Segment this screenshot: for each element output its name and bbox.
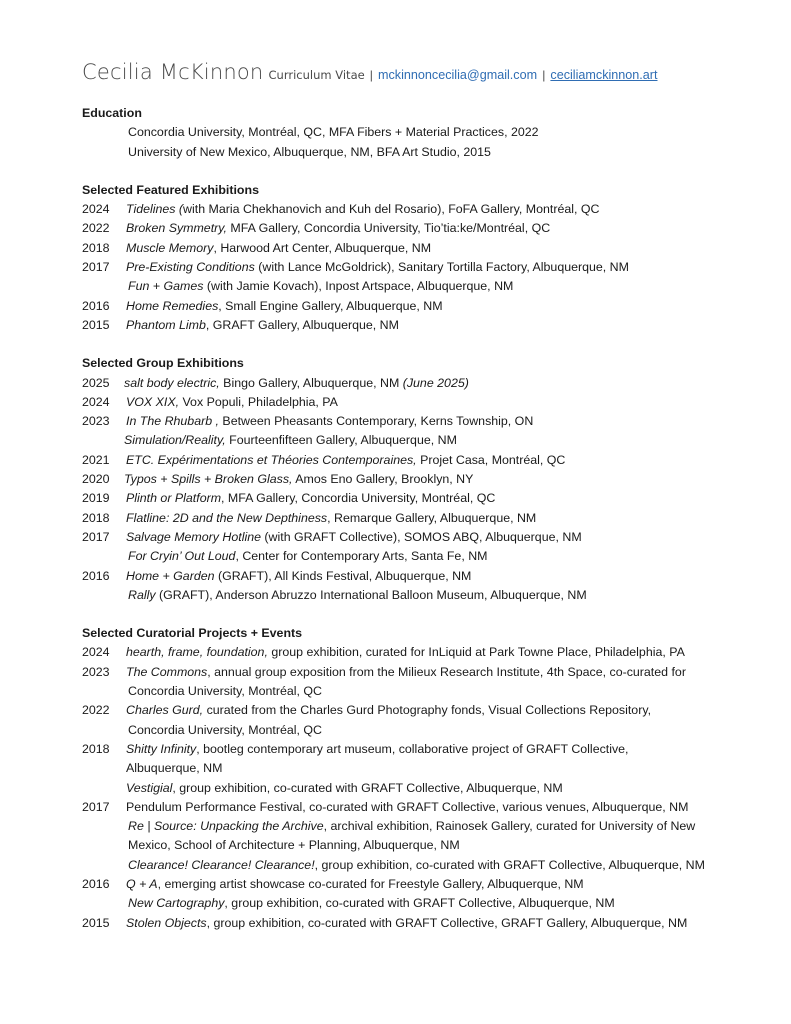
entry-year: 2016	[82, 876, 110, 891]
entry-year	[82, 277, 126, 296]
entry-year	[82, 817, 126, 836]
entry-title: Broken Symmetry,	[126, 221, 227, 236]
entry-year: 2018	[82, 510, 110, 525]
entry-details: Amos Eno Gallery, Brooklyn, NY	[292, 472, 474, 487]
list-item	[82, 451, 762, 470]
list-item	[82, 316, 762, 335]
list-item	[82, 875, 762, 894]
entry-details: , archival exhibition, Rainosek Gallery, curated for University of New	[323, 819, 696, 834]
list-item	[82, 856, 762, 875]
entry-details: , group exhibition, co-curated with GRAFT Collective, Albuquerque, NM	[224, 896, 615, 911]
entry-year: 2022	[82, 703, 110, 718]
group-section	[82, 354, 762, 605]
entry-year: 2024	[82, 645, 110, 660]
entry-year	[82, 894, 126, 913]
list-item	[82, 277, 762, 296]
entry-details: (GRAFT), Anderson Abruzzo International Balloon Museum, Albuquerque, NM	[155, 587, 587, 602]
entry-details: , emerging artist showcase co-curated for Freestyle Gallery, Albuquerque, NM	[157, 876, 584, 891]
entry-title: VOX XIX,	[126, 394, 180, 409]
entry-details: , Harwood Art Center, Albuquerque, NM	[213, 240, 432, 255]
list-item	[82, 470, 762, 489]
entry-year	[82, 431, 126, 450]
entry-title: Plinth or Platform	[126, 491, 222, 506]
entry-details: (with Jamie Kovach), Inpost Artspace, Albuquerque, NM	[203, 279, 514, 294]
list-item	[82, 239, 762, 258]
email-link[interactable]: mckinnoncecilia@gmail.com	[378, 68, 538, 82]
entry-year: 2025	[82, 375, 110, 390]
entry-title: Q + A	[126, 876, 158, 891]
list-item-continuation	[82, 682, 762, 701]
entry-year	[82, 547, 126, 566]
list-item	[82, 567, 762, 586]
entry-title: Shitty Infinity	[126, 741, 197, 756]
entry-details: , bootleg contemporary art museum, collaborative project of GRAFT Collective,	[196, 741, 629, 756]
list-item	[82, 393, 762, 412]
entry-details: Pendulum Performance Festival, co-curated with GRAFT Collective, various venues, Albuquerque, NM	[126, 799, 689, 814]
entry-year: 2018	[82, 240, 110, 255]
entry-title: For Cryin’ Out Loud	[128, 549, 236, 564]
education-section	[82, 104, 762, 162]
featured-section	[82, 181, 762, 335]
entry-title: Clearance! Clearance! Clearance!	[128, 857, 315, 872]
list-item	[82, 914, 762, 933]
entry-continuation: Albuquerque, NM	[126, 761, 223, 776]
list-item-continuation	[82, 721, 762, 740]
entry-details: Between Pheasants Contemporary, Kerns Township, ON	[218, 414, 534, 429]
entry-year: 2024	[82, 202, 110, 217]
entry-details: Fourteenfifteen Gallery, Albuquerque, NM	[225, 433, 457, 448]
list-item	[82, 779, 762, 798]
entry-title: Muscle Memory	[126, 240, 214, 255]
entry-year: 2020	[82, 472, 110, 487]
entry-title: The Commons	[126, 664, 208, 679]
list-item	[82, 219, 762, 238]
entry-title: Re | Source: Unpacking the Archive	[128, 819, 324, 834]
entry-title: salt body electric,	[124, 375, 220, 390]
list-item	[82, 663, 762, 682]
entry-details: Bingo Gallery, Albuquerque, NM	[219, 375, 403, 390]
list-item	[82, 374, 762, 393]
entry-details: group exhibition, curated for InLiquid at Park Towne Place, Philadelphia, PA	[267, 645, 685, 660]
entry-year: 2016	[82, 298, 110, 313]
list-item-continuation	[82, 759, 762, 778]
entry-title: Pre-Existing Conditions	[126, 260, 255, 275]
entry-title: Salvage Memory Hotline	[126, 529, 261, 544]
list-item	[82, 528, 762, 547]
entry-details: , group exhibition, co-curated with GRAFT Collective, Albuquerque, NM	[172, 780, 563, 795]
section-title: Education	[82, 106, 142, 120]
entry-details: , group exhibition, co-curated with GRAFT Collective, GRAFT Gallery, Albuquerque, NM	[206, 915, 688, 930]
list-item	[82, 740, 762, 759]
cv-header	[82, 60, 658, 84]
entry-title: Fun + Games	[128, 279, 204, 294]
entry-note: (June 2025)	[402, 375, 469, 390]
list-item-continuation	[82, 836, 762, 855]
curatorial-section	[82, 624, 762, 933]
entry-details: (with GRAFT Collective), SOMOS ABQ, Albuquerque, NM	[260, 529, 582, 544]
entry-title: Simulation/Reality,	[124, 433, 226, 448]
entry-year	[82, 779, 126, 798]
entry-year: 2016	[82, 568, 110, 583]
entry-title: Typos + Spills + Broken Glass,	[124, 472, 293, 487]
entry-year: 2017	[82, 529, 110, 544]
entry-details: (with Lance McGoldrick), Sanitary Tortilla Factory, Albuquerque, NM	[254, 260, 629, 275]
entry-title: Stolen Objects	[126, 915, 207, 930]
entry-year: 2017	[82, 799, 110, 814]
list-item	[82, 200, 762, 219]
entry-year: 2015	[82, 317, 110, 332]
entry-year: 2015	[82, 915, 110, 930]
entry-details: with Maria Chekhanovich and Kuh del Rosario), FoFA Gallery, Montréal, QC	[183, 202, 600, 217]
entry-title: Tidelines (	[126, 202, 184, 217]
entry-title: Flatline: 2D and the New Depthiness	[126, 510, 328, 525]
entry-title: New Cartography	[128, 896, 225, 911]
entry-title: hearth, frame, foundation,	[126, 645, 268, 660]
section-title: Selected Featured Exhibitions	[82, 182, 259, 197]
cv-name: Cecilia McKinnon	[82, 60, 264, 84]
entry-details: (GRAFT), All Kinds Festival, Albuquerque, NM	[214, 568, 472, 583]
list-item	[82, 586, 762, 605]
entry-title: Rally	[128, 587, 156, 602]
list-item	[82, 643, 762, 662]
entry-details: , Remarque Gallery, Albuquerque, NM	[327, 510, 537, 525]
entry-title: Home + Garden	[126, 568, 215, 583]
education-item: University of New Mexico, Albuquerque, NM, BFA Art Studio, 2015	[128, 144, 491, 159]
entry-title: Charles Gurd,	[126, 703, 204, 718]
entry-details: , MFA Gallery, Concordia University, Montréal, QC	[221, 491, 496, 506]
entry-details: , group exhibition, co-curated with GRAFT Collective, Albuquerque, NM	[314, 857, 705, 872]
entry-year: 2023	[82, 414, 110, 429]
list-item	[82, 509, 762, 528]
entry-year: 2019	[82, 491, 110, 506]
list-item	[82, 297, 762, 316]
entry-year: 2017	[82, 260, 110, 275]
entry-year	[82, 856, 126, 875]
entry-title: Vestigial	[126, 780, 173, 795]
entry-details: Projet Casa, Montréal, QC	[416, 452, 566, 467]
list-item	[82, 431, 762, 450]
list-item	[82, 701, 762, 720]
list-item	[82, 817, 762, 836]
list-item	[82, 798, 762, 817]
entry-year: 2018	[82, 741, 110, 756]
entry-year: 2024	[82, 394, 110, 409]
section-title: Selected Curatorial Projects + Events	[82, 626, 303, 641]
entry-year: 2023	[82, 664, 110, 679]
entry-details: , GRAFT Gallery, Albuquerque, NM	[205, 317, 399, 332]
list-item	[82, 489, 762, 508]
entry-year: 2022	[82, 221, 110, 236]
header-separator: |	[542, 68, 546, 82]
list-item	[82, 894, 762, 913]
list-item	[82, 547, 762, 566]
entry-details: , annual group exposition from the Milieux Research Institute, 4th Space, co-curated for	[207, 664, 686, 679]
entry-details: MFA Gallery, Concordia University, Tio’tia:ke/Montréal, QC	[226, 221, 551, 236]
website-link[interactable]: ceciliamckinnon.art	[550, 68, 658, 82]
entry-continuation: Concordia University, Montréal, QC	[128, 684, 322, 699]
entry-continuation: Mexico, School of Architecture + Planning, Albuquerque, NM	[128, 838, 460, 853]
header-separator: |	[369, 68, 373, 82]
entry-year: 2021	[82, 452, 110, 467]
list-item	[82, 258, 762, 277]
entry-title: Phantom Limb	[126, 317, 206, 332]
entry-details: Vox Populi, Philadelphia, PA	[179, 394, 338, 409]
list-item	[82, 412, 762, 431]
cv-content	[82, 104, 762, 952]
entry-title: In The Rhubarb ,	[126, 414, 219, 429]
entry-continuation: Concordia University, Montréal, QC	[128, 722, 322, 737]
entry-details: curated from the Charles Gurd Photography fonds, Visual Collections Repository,	[203, 703, 652, 718]
entry-year	[82, 586, 126, 605]
section-title: Selected Group Exhibitions	[82, 356, 244, 371]
entry-title: Home Remedies	[126, 298, 219, 313]
education-item: Concordia University, Montréal, QC, MFA Fibers + Material Practices, 2022	[128, 125, 539, 140]
entry-details: , Center for Contemporary Arts, Santa Fe, NM	[235, 549, 488, 564]
cv-subtitle: Curriculum Vitae	[268, 68, 365, 82]
entry-details: , Small Engine Gallery, Albuquerque, NM	[218, 298, 443, 313]
entry-title: ETC. Expérimentations et Théories Contemporaines,	[126, 452, 417, 467]
